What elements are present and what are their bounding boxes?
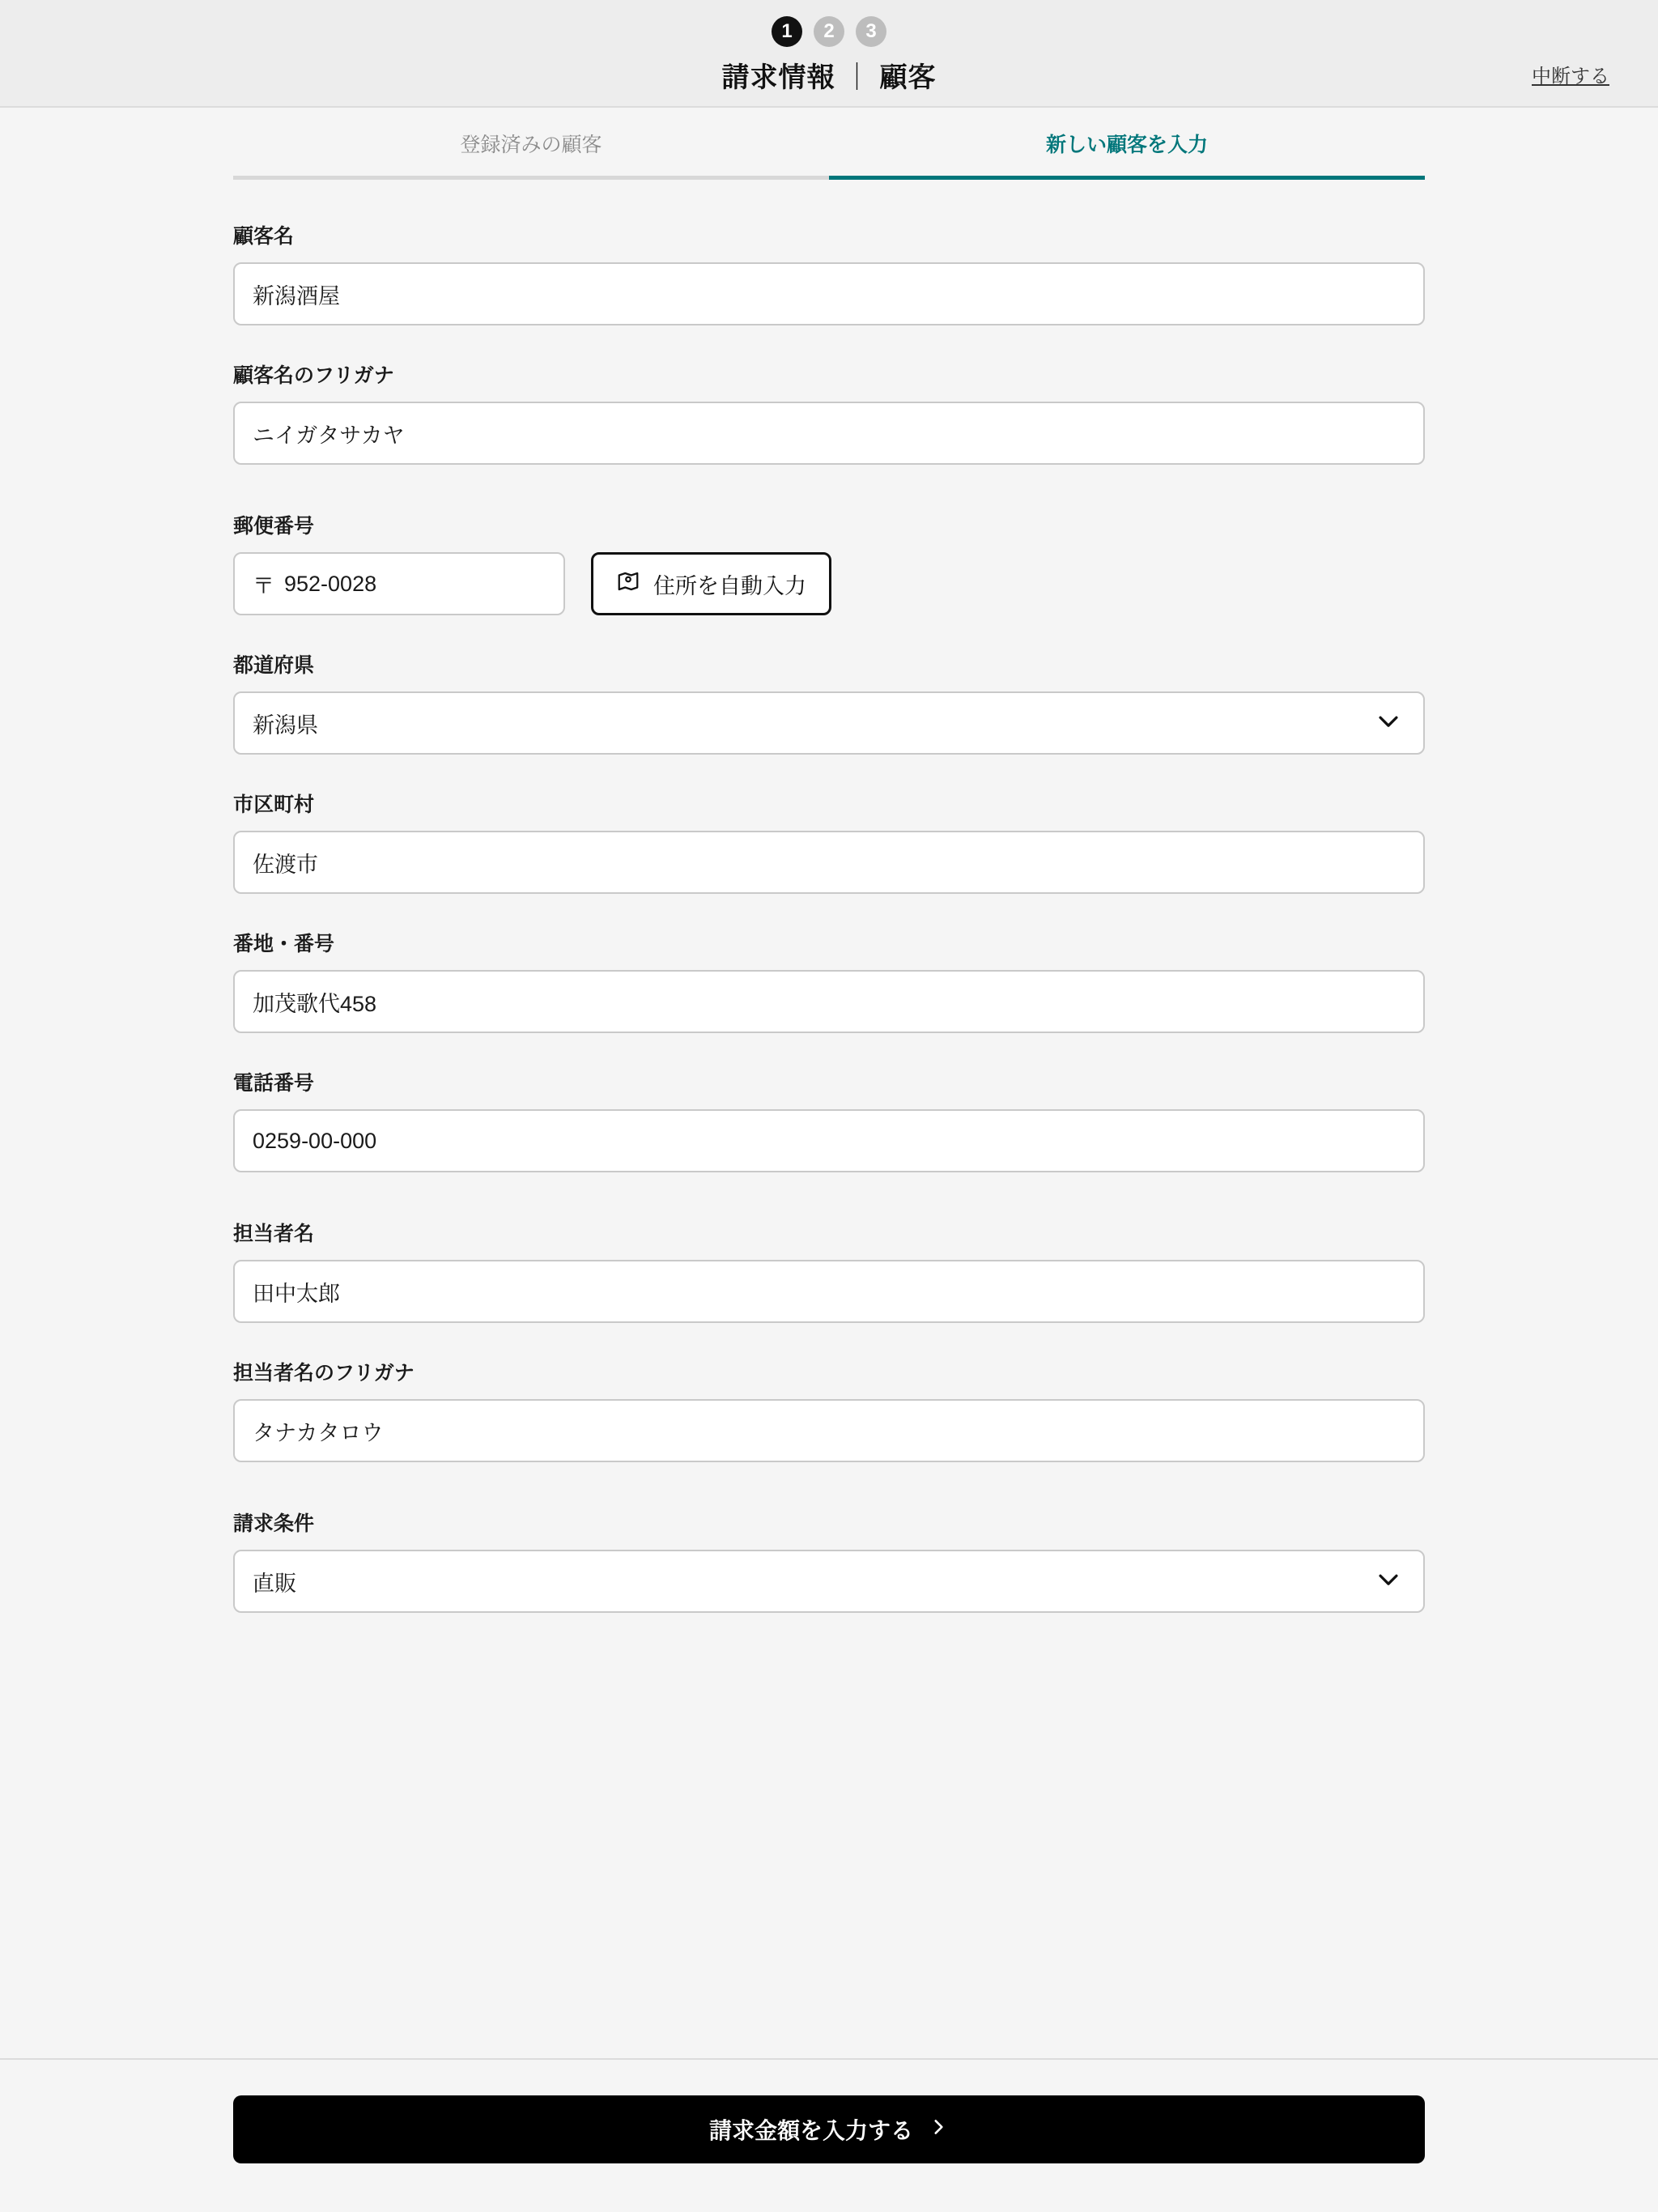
input-phone[interactable]: 0259-00-000	[233, 1109, 1425, 1172]
next-step-label: 請求金額を入力する	[708, 2118, 913, 2143]
page-title-sub: 顧客	[879, 62, 937, 93]
field-city	[233, 789, 1425, 894]
field-contact-name	[233, 1218, 1425, 1323]
page-title-main: 請求情報	[721, 62, 835, 93]
map-pin-icon	[616, 569, 640, 599]
field-postal-code	[233, 510, 1425, 615]
step-3: 3	[856, 16, 886, 47]
label-contact-name-kana: 担当者名のフリガナ	[233, 1362, 414, 1385]
input-contact-name[interactable]: 田中太郎	[233, 1260, 1425, 1323]
page-title	[0, 55, 1658, 95]
footer	[0, 2058, 1658, 2212]
tab-bar	[233, 108, 1425, 180]
input-contact-name-kana[interactable]: タナカタロウ	[233, 1399, 1425, 1462]
input-customer-name[interactable]: 新潟酒屋	[233, 262, 1425, 325]
autofill-address-button[interactable]	[591, 552, 831, 615]
input-customer-name-kana[interactable]: ニイガタサカヤ	[233, 402, 1425, 465]
label-street: 番地・番号	[233, 933, 335, 955]
field-contact-name-kana	[233, 1357, 1425, 1462]
field-street	[233, 928, 1425, 1033]
select-billing-terms[interactable]: 直販	[233, 1550, 1425, 1613]
abort-link[interactable]: 中断する	[1532, 66, 1609, 87]
select-prefecture-wrap	[233, 691, 1425, 755]
label-customer-name-kana: 顧客名のフリガナ	[233, 364, 394, 387]
header	[0, 0, 1658, 108]
label-contact-name: 担当者名	[233, 1223, 315, 1245]
step-1: 1	[772, 16, 802, 47]
select-billing-terms-wrap	[233, 1550, 1425, 1613]
autofill-address-label: 住所を自動入力	[653, 573, 806, 598]
field-customer-name	[233, 220, 1425, 325]
step-2: 2	[814, 16, 844, 47]
label-postal-code: 郵便番号	[233, 515, 315, 538]
chevron-right-icon	[928, 2116, 949, 2143]
input-street[interactable]: 加茂歌代458	[233, 970, 1425, 1033]
label-city: 市区町村	[233, 793, 315, 816]
customer-form	[233, 180, 1425, 2058]
input-postal-code[interactable]	[233, 552, 565, 615]
input-city[interactable]: 佐渡市	[233, 831, 1425, 894]
tab-existing-customer[interactable]: 登録済みの顧客	[233, 129, 829, 180]
field-prefecture	[233, 649, 1425, 755]
label-phone: 電話番号	[233, 1072, 315, 1095]
form-bottom-spacer	[233, 1618, 1425, 1958]
label-customer-name: 顧客名	[233, 225, 295, 248]
label-billing-terms: 請求条件	[233, 1512, 315, 1535]
field-billing-terms	[233, 1508, 1425, 1613]
field-customer-name-kana	[233, 359, 1425, 465]
postal-row	[233, 552, 1425, 615]
step-indicator	[0, 16, 1658, 47]
next-step-button[interactable]	[233, 2095, 1425, 2163]
select-prefecture[interactable]: 新潟県	[233, 691, 1425, 755]
page-title-separator: ｜	[843, 62, 872, 93]
input-postal-code-value: 952-0028	[284, 571, 377, 596]
tab-new-customer[interactable]: 新しい顧客を入力	[829, 129, 1425, 180]
field-phone	[233, 1067, 1425, 1172]
postal-mark-icon: 〒	[253, 573, 274, 598]
label-prefecture: 都道府県	[233, 654, 315, 677]
